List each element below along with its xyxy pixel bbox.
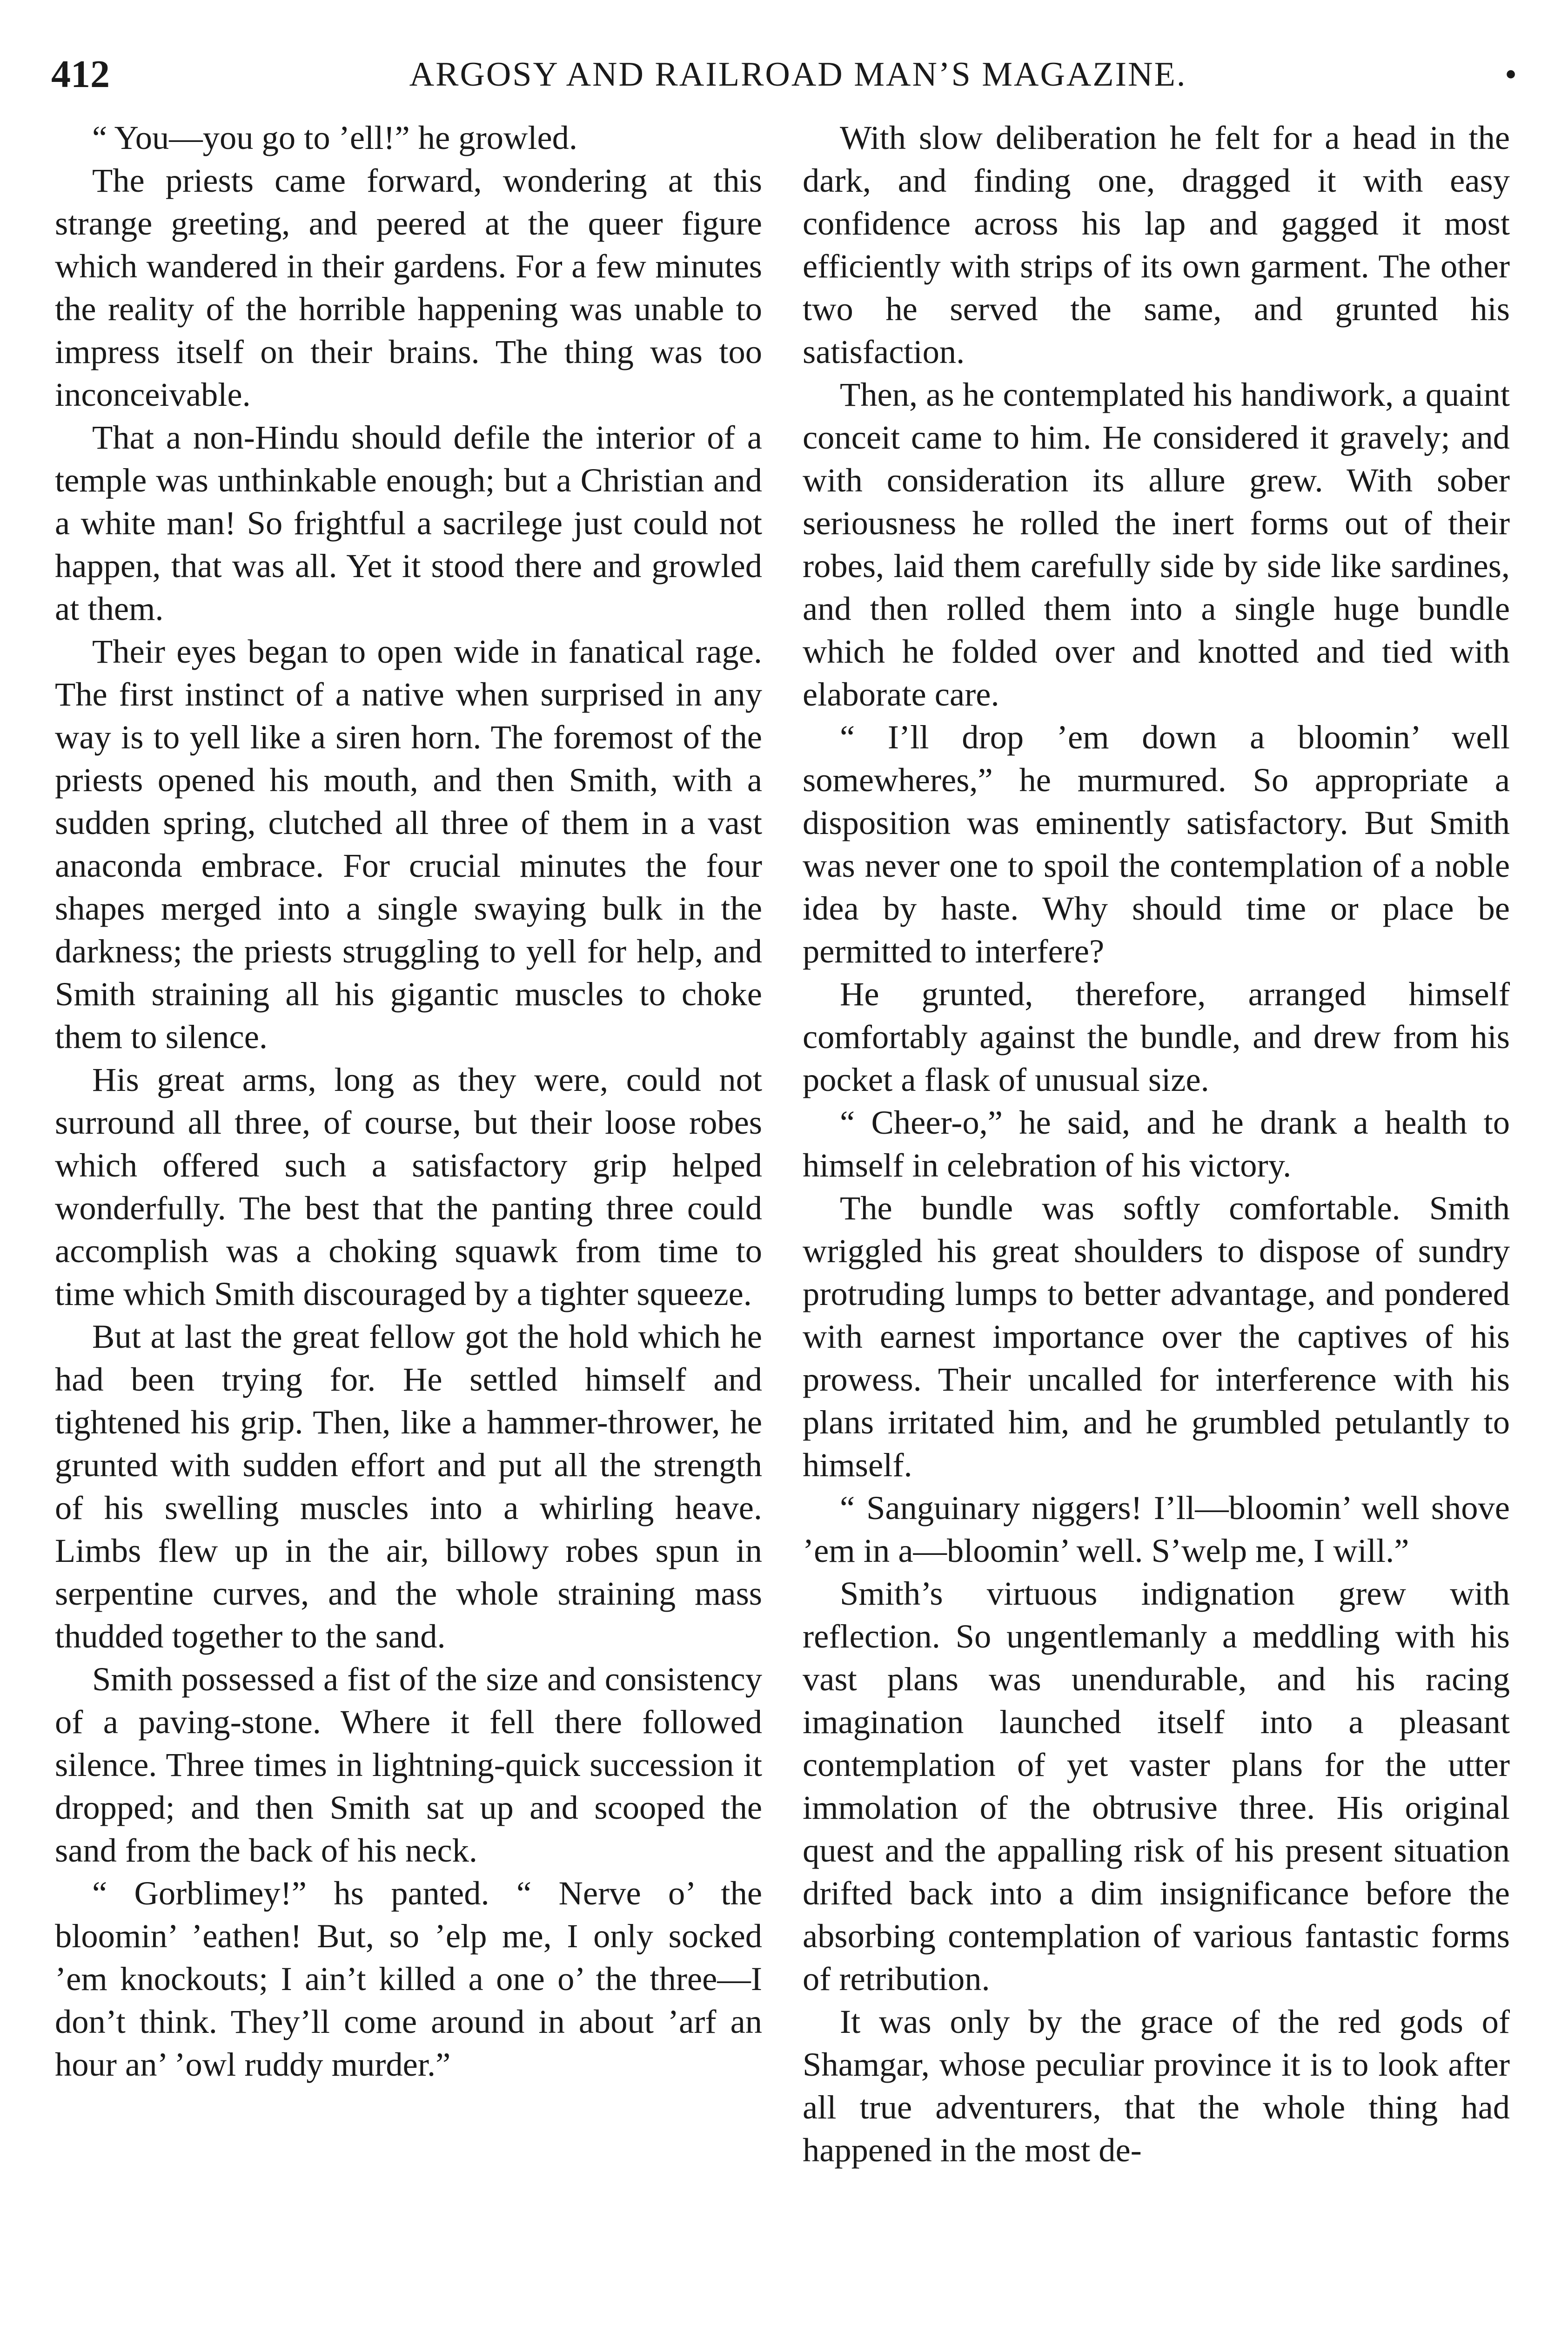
paragraph: Their eyes began to open wide in fanatical rage. The first instinct of a native when surprised in any way is to yell like a siren horn. The foremost of the priests opened his mouth, and then Smith, with a sudden spring, clutched all three of them in a vast anaconda embrace. For crucial minutes the four shapes merged into a single swaying bulk in the darkness; the priests struggling to yell for help, and Smith straining all his gigantic muscles to choke them to silence. — [55, 632, 762, 1056]
running-title: ARGOSY AND RAILROAD MAN’S MAGAZINE. — [409, 55, 1187, 94]
paragraph: “ You—you go to ’ell!” he growled. — [92, 119, 578, 156]
paragraph: He grunted, therefore, arranged himself comfortably against the bundle, and drew from his pocket a flask of unusual size. — [803, 975, 1510, 1098]
paragraph: “ I’ll drop ’em down a bloomin’ well somewheres,” he murmured. So appropriate a disposition was eminently satisfactory. But Smith was never one to spoil the contemplation of a noble idea by haste. Why should time or place be permitted to interfere? — [803, 718, 1510, 970]
paragraph: “ Gorblimey!” hs panted. “ Nerve o’ the bloomin’ ’eathen! But, so ’elp me, I only socked ’em knockouts; I ain’t killed a one o’ the three—I don’t think. They’ll come around in about ’arf an hour an’ ’owl ruddy murder.” — [55, 1874, 762, 2083]
paragraph: It was only by the grace of the red gods of Shamgar, whose peculiar province it is to look after all true adventurers, that the whole thing had happened in the most de- — [803, 2003, 1510, 2169]
paragraph: With slow deliberation he felt for a head in the dark, and finding one, dragged it with easy confidence across his lap and gagged it most efficiently with strips of its own garment. The other two he served the same, and grunted his satisfaction. — [803, 119, 1510, 370]
page-number: 412 — [51, 53, 110, 96]
paragraph: “ Sanguinary niggers! I’ll—bloomin’ well shove ’em in a—bloomin’ well. S’welp me, I will.” — [803, 1489, 1510, 1569]
paragraph: That a non-Hindu should defile the interior of a temple was unthinkable enough; but a Christian and a white man! So frightful a sacrilege just could not happen, that was all. Yet it stood there and growled at them. — [55, 418, 762, 627]
paragraph: His great arms, long as they were, could not surround all three, of course, but their loose robes which offered such a satisfactory grip helped wonderfully. The best that the panting three could accomplish was a choking squawk from time to time which Smith discouraged by a tighter squeeze. — [55, 1061, 762, 1312]
paragraph: The priests came forward, wondering at this strange greeting, and peered at the queer figure which wandered in their gardens. For a few minutes the reality of the horrible happening was unable to impress itself on their brains. The thing was too inconceivable. — [55, 161, 762, 413]
right-column — [803, 116, 1510, 2172]
page-header — [51, 47, 1517, 102]
left-column — [55, 116, 762, 2086]
paragraph: But at last the great fellow got the hold which he had been trying for. He settled himself and tightened his grip. Then, like a hammer-thrower, he grunted with sudden effort and put all the strength of his swelling muscles into a whirling heave. Limbs flew up in the air, billowy robes spun in serpentine curves, and the whole straining mass thudded together to the sand. — [55, 1318, 762, 1655]
paragraph: The bundle was softly comfortable. Smith wriggled his great shoulders to dispose of sundry protruding lumps to better advantage, and pondered with earnest importance over the captives of his prowess. Their uncalled for interference with his plans irritated him, and he grumbled petulantly to himself. — [803, 1189, 1510, 1484]
paragraph: Smith possessed a fist of the size and consistency of a paving-stone. Where it fell there followed silence. Three times in lightning-quick succession it dropped; and then Smith sat up and scooped the sand from the back of his neck. — [55, 1660, 762, 1869]
header-ornament: • — [1505, 55, 1517, 94]
paragraph: “ Cheer-o,” he said, and he drank a health to himself in celebration of his victory. — [803, 1103, 1510, 1184]
paragraph: Then, as he contemplated his handiwork, a quaint conceit came to him. He considered it gravely; and with consideration its allure grew. With sober seriousness he rolled the inert forms out of their robes, laid them carefully side by side like sardines, and then rolled them into a single huge bundle which he folded over and knotted and tied with elaborate care. — [803, 376, 1510, 713]
paragraph: Smith’s virtuous indignation grew with reflection. So ungentlemanly a meddling with his vast plans was unendurable, and his racing imagination launched itself into a pleasant contemplation of yet vaster plans for the utter immolation of the obtrusive three. His original quest and the appalling risk of his present situation drifted back into a dim insignificance before the absorbing contemplation of various fantastic forms of retribution. — [803, 1574, 1510, 1997]
